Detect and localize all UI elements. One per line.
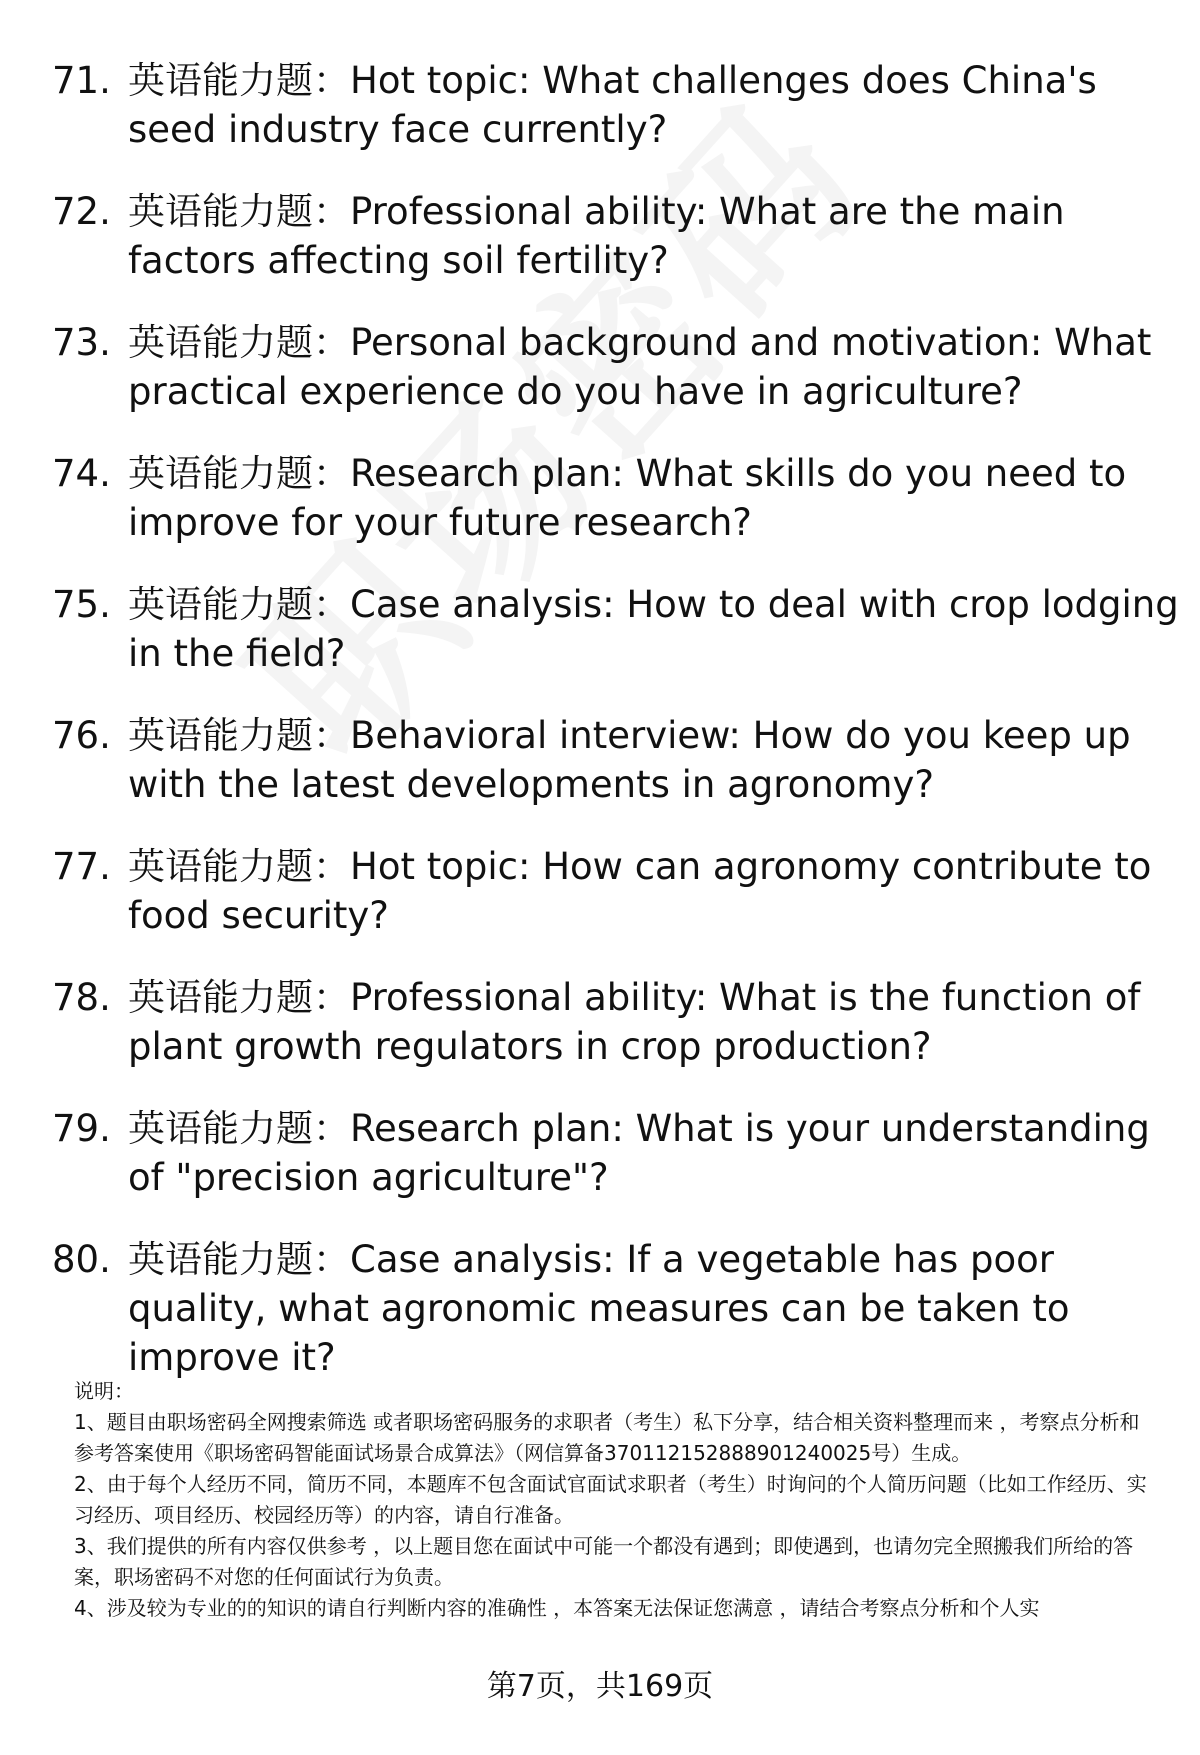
page-footer xyxy=(0,1667,1200,1707)
question-number: 73. xyxy=(52,321,111,364)
question-number: 76. xyxy=(52,714,111,757)
question-item xyxy=(0,842,1200,973)
question-text: 英语能力题：Personal background and motivation: What practical experience do you have in agriculture? xyxy=(128,321,1152,413)
question-item xyxy=(0,449,1200,580)
note-item: 3、我们提供的所有内容仅供参考 ，以上题目您在面试中可能一个都没有遇到；即使遇到，也请勿完全照搬我们所给的答案，职场密码不对您的任何面试行为负责。 xyxy=(74,1534,1134,1589)
question-text: 英语能力题：Professional ability: What are the main factors affecting soil fertility? xyxy=(128,190,1065,282)
notes-heading: 说明： xyxy=(74,1379,134,1403)
question-text: 英语能力题：Case analysis: How to deal with crop lodging in the field? xyxy=(128,583,1179,675)
note-item: 1、题目由职场密码全网搜索筛选 或者职场密码服务的求职者（考生）私下分享，结合相关资料整理而来 ，考察点分析和参考答案使用《职场密码智能面试场景合成算法》（网信算备370112152888901240025号）生成。 xyxy=(74,1410,1140,1465)
disclaimer-notes xyxy=(74,1376,1154,1624)
question-item xyxy=(0,318,1200,449)
question-text: 英语能力题：Case analysis: If a vegetable has poor quality, what agronomic measures can be taken to improve it? xyxy=(128,1238,1070,1379)
question-number: 77. xyxy=(52,845,111,888)
question-list xyxy=(0,56,1200,1379)
question-text: 英语能力题：Research plan: What skills do you need to improve for your future research? xyxy=(128,452,1127,544)
question-text: 英语能力题：Behavioral interview: How do you keep up with the latest developments in agronomy? xyxy=(128,714,1131,806)
question-text: 英语能力题：Research plan: What is your understanding of "precision agriculture"? xyxy=(128,1107,1150,1199)
question-item xyxy=(0,1235,1200,1379)
question-item xyxy=(0,711,1200,842)
question-number: 71. xyxy=(52,59,111,102)
question-item xyxy=(0,973,1200,1104)
question-text: 英语能力题：Hot topic: What challenges does China's seed industry face currently? xyxy=(128,59,1097,151)
question-number: 78. xyxy=(52,976,111,1019)
question-number: 72. xyxy=(52,190,111,233)
question-item xyxy=(0,1104,1200,1235)
question-number: 75. xyxy=(52,583,111,626)
question-item xyxy=(0,580,1200,711)
question-number: 74. xyxy=(52,452,111,495)
note-item: 2、由于每个人经历不同，简历不同，本题库不包含面试官面试求职者（考生）时询问的个人简历问题（比如工作经历、实习经历、项目经历、校园经历等）的内容，请自行准备。 xyxy=(74,1472,1147,1527)
question-text: 英语能力题：Professional ability: What is the function of plant growth regulators in crop production? xyxy=(128,976,1141,1068)
question-item xyxy=(0,187,1200,318)
question-item xyxy=(0,56,1200,187)
note-item: 4、涉及较为专业的的知识的请自行判断内容的准确性 ，本答案无法保证您满意 ，请结合考察点分析和个人实 xyxy=(74,1596,1040,1620)
question-number: 80. xyxy=(52,1238,111,1281)
question-text: 英语能力题：Hot topic: How can agronomy contribute to food security? xyxy=(128,845,1152,937)
question-number: 79. xyxy=(52,1107,111,1150)
page-number-label: 第7页，共169页 xyxy=(486,1669,714,1704)
